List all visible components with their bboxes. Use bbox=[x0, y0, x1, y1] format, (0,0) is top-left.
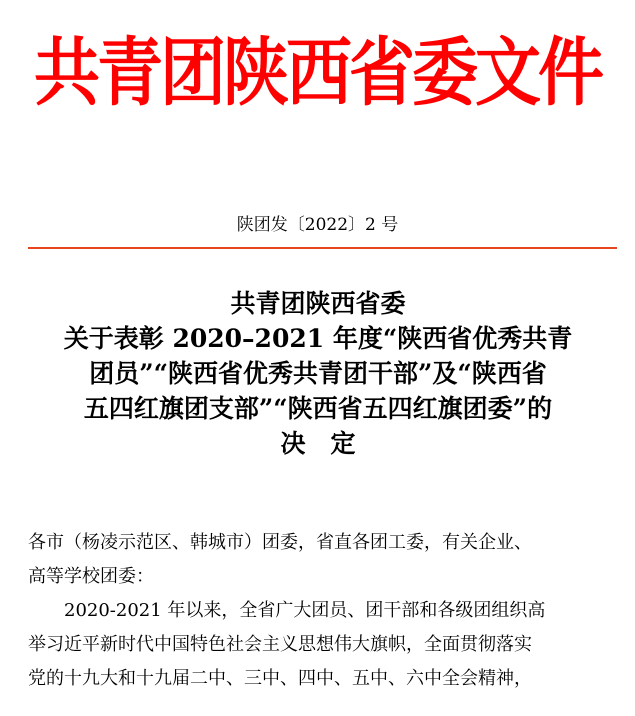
document-title-line: 决 定 bbox=[280, 429, 356, 458]
paragraph-line: 党的十九大和十九届二中、三中、四中、五中、六中全会精神， bbox=[28, 668, 532, 689]
document-title bbox=[18, 286, 618, 461]
addressee-line: 各市（杨凌示范区、韩城市）团委，省直各团工委，有关企业、 bbox=[28, 532, 532, 553]
paragraph-line: 2020-2021 年以来，全省广大团员、团干部和各级团组织高 bbox=[64, 600, 546, 621]
document-title-line: 团员”“陕西省优秀共青团干部”及“陕西省 bbox=[89, 359, 547, 388]
document-number: 陕团发〔2022〕2 号 bbox=[236, 215, 399, 235]
document-header-title: 共青团陕西省委文件 bbox=[34, 29, 601, 117]
document-title-line: 共青团陕西省委 bbox=[230, 289, 406, 318]
addressee-line: 高等学校团委： bbox=[28, 566, 154, 587]
document-title-line: 五四红旗团支部”“陕西省五四红旗团委”的 bbox=[83, 394, 553, 423]
header-red-rule bbox=[28, 247, 617, 249]
document-title-line: 关于表彰 2020–2021 年度“陕西省优秀共青 bbox=[63, 324, 573, 353]
document-body bbox=[28, 526, 624, 696]
paragraph-line: 举习近平新时代中国特色社会主义思想伟大旗帜，全面贯彻落实 bbox=[28, 634, 532, 655]
